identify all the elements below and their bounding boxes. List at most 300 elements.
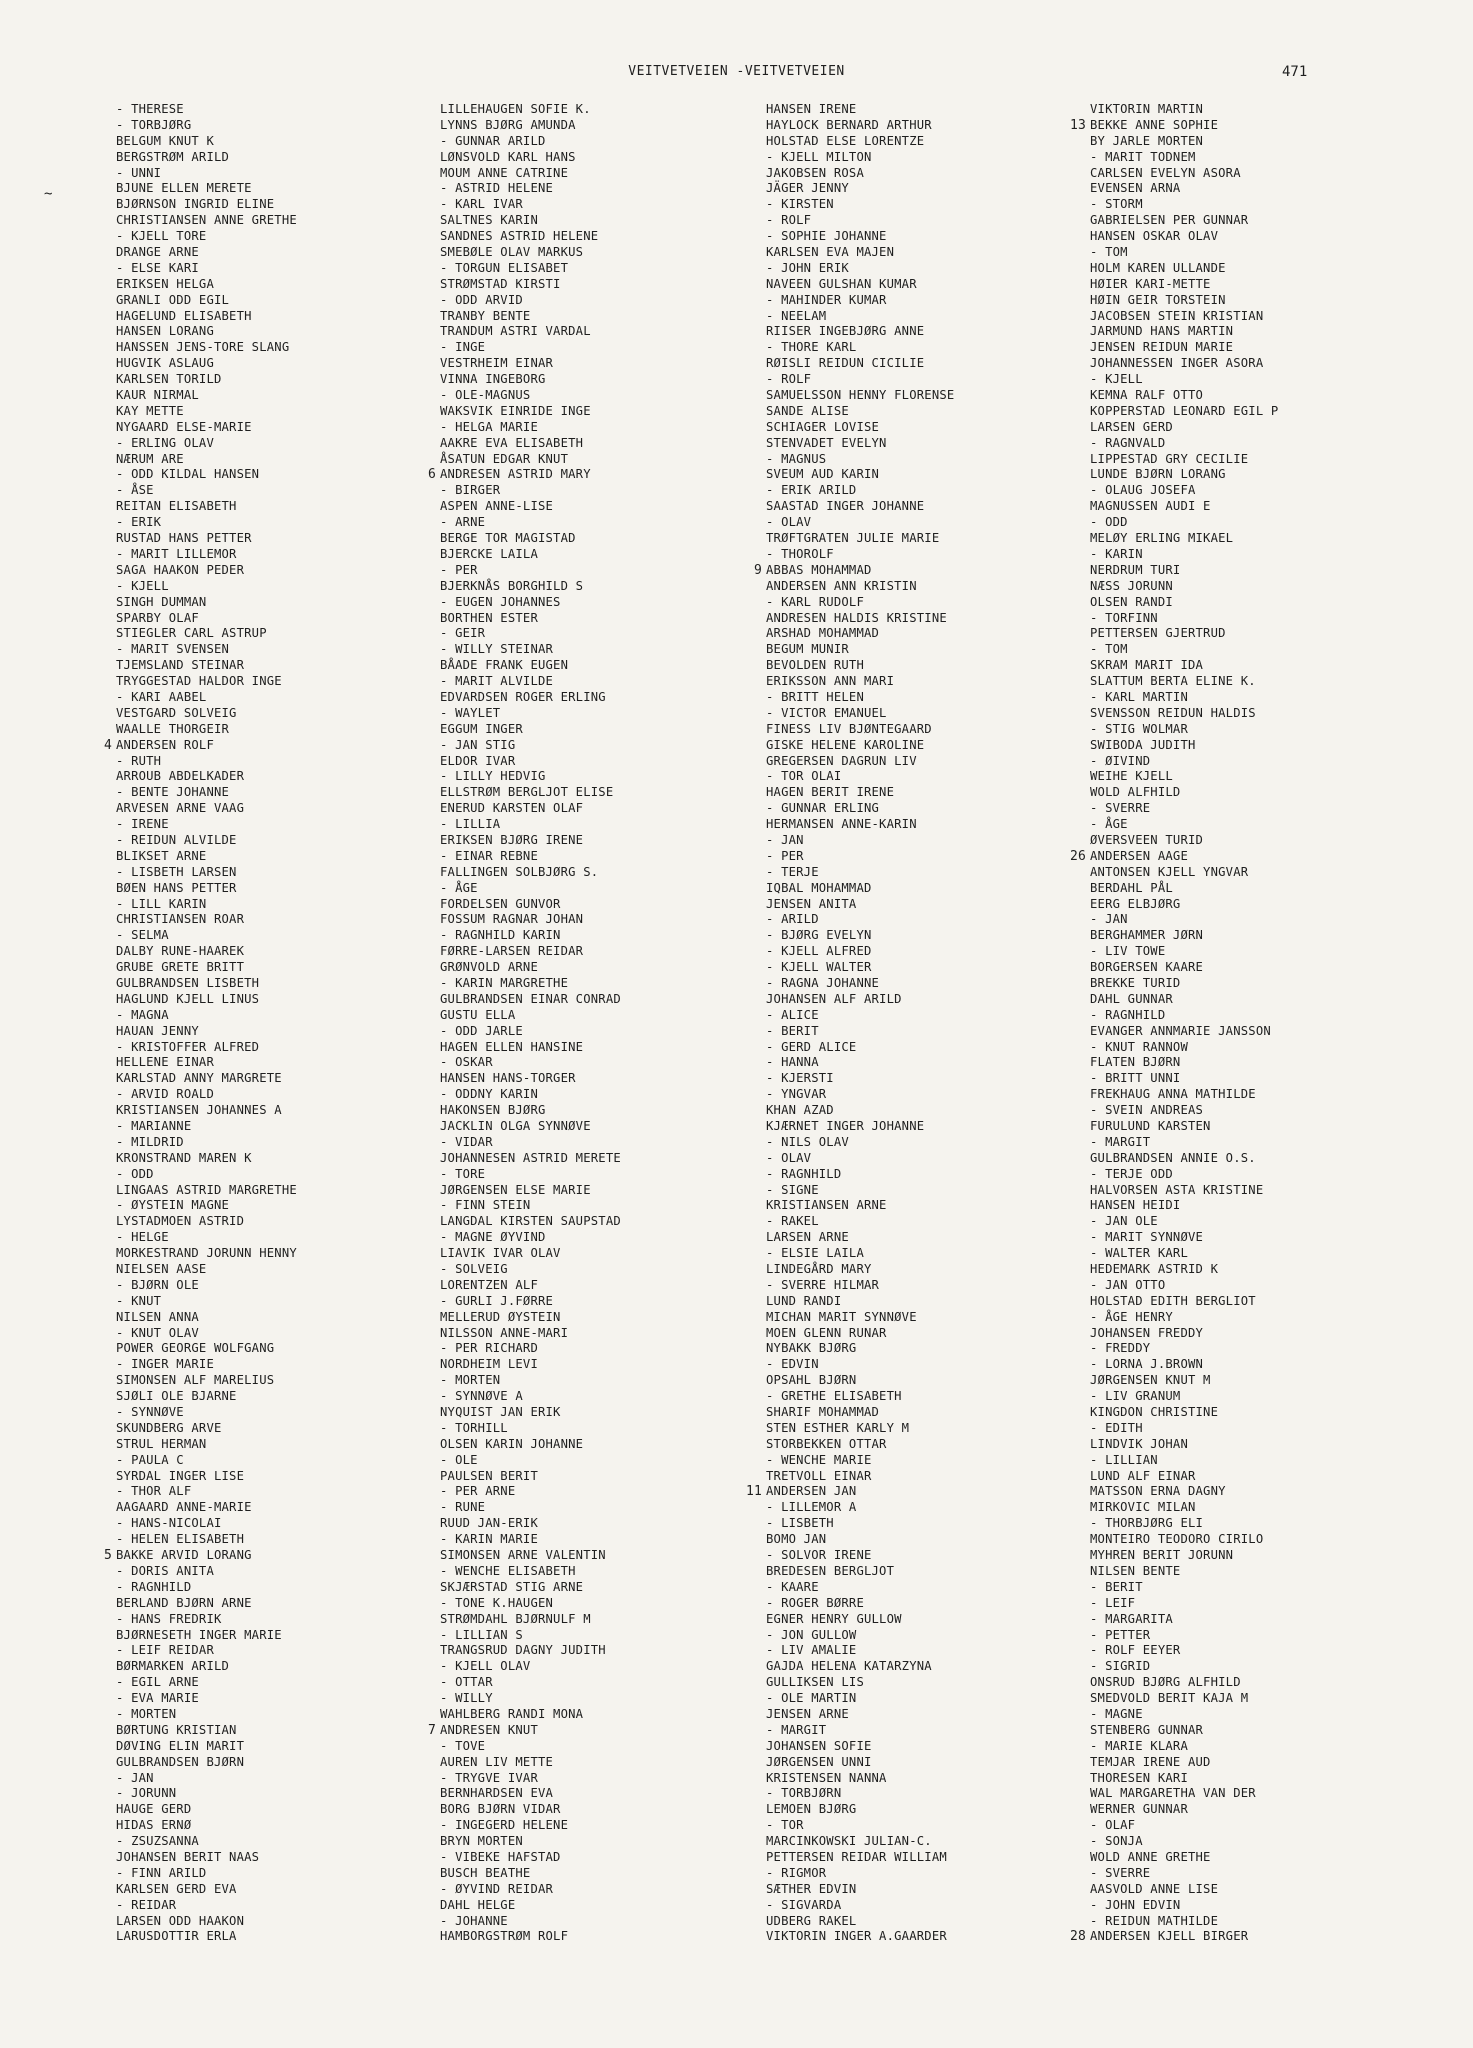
list-item [116, 1612, 297, 1628]
list-item [766, 976, 954, 992]
list-item [116, 690, 297, 706]
resident-name: JENSEN ANITA [766, 896, 857, 911]
resident-name: MICHAN MARIT SYNNØVE [766, 1309, 917, 1324]
list-item [116, 293, 297, 309]
resident-name: LINGAAS ASTRID MARGRETHE [116, 1182, 297, 1197]
resident-name: ANDERSEN KJELL BIRGER [1090, 1929, 1249, 1944]
resident-name: LARSEN ODD HAAKON [116, 1913, 245, 1928]
list-item [1090, 1484, 1278, 1500]
resident-name: - THORE KARL [766, 340, 857, 355]
resident-name: SCHIAGER LOVISE [766, 419, 880, 434]
resident-name: NILSSON ANNE-MARI [440, 1325, 569, 1340]
resident-name: HOLM KAREN ULLANDE [1090, 260, 1226, 275]
list-item [766, 801, 954, 817]
resident-name: ELLSTRØM BERGLJOT ELISE [440, 785, 614, 800]
list-item [116, 1326, 297, 1342]
resident-name: LANGDAL KIRSTEN SAUPSTAD [440, 1214, 621, 1229]
resident-name: FALLINGEN SOLBJØRG S. [440, 864, 599, 879]
list-item [116, 102, 297, 118]
list-item [1090, 1739, 1278, 1755]
list-item [1090, 817, 1278, 833]
list-item [116, 1914, 297, 1930]
list-item [766, 1739, 954, 1755]
list-item [766, 1929, 954, 1945]
resident-name: - PER RICHARD [440, 1341, 538, 1356]
list-item [116, 1929, 297, 1945]
resident-name: - GUNNAR ERLING [766, 801, 880, 816]
list-item [440, 1818, 621, 1834]
resident-name: - OLAV [766, 515, 812, 530]
list-item [440, 1262, 621, 1278]
list-item [1090, 1914, 1278, 1930]
list-item [1090, 1628, 1278, 1644]
list-item [116, 277, 297, 293]
resident-name: EERG ELBJØRG [1090, 896, 1181, 911]
resident-name: - TORFINN [1090, 610, 1158, 625]
list-item [766, 229, 954, 245]
list-item [766, 706, 954, 722]
resident-name: BOMO JAN [766, 1532, 827, 1547]
resident-name: ANDERSEN JAN [766, 1484, 857, 1499]
list-item [766, 1373, 954, 1389]
resident-name: BRYN MORTEN [440, 1834, 523, 1849]
list-item [440, 1246, 621, 1262]
list-item [440, 1008, 621, 1024]
resident-name: EGGUM INGER [440, 721, 523, 736]
list-item [116, 1040, 297, 1056]
list-item [766, 1198, 954, 1214]
resident-name: - HELEN ELISABETH [116, 1532, 245, 1547]
list-item [116, 706, 297, 722]
resident-name: OLSEN KARIN JOHANNE [440, 1436, 584, 1451]
list-item [116, 595, 297, 611]
list-item [440, 515, 621, 531]
list-item [766, 213, 954, 229]
list-item [116, 213, 297, 229]
list-item [440, 261, 621, 277]
resident-name: BØRMARKEN ARILD [116, 1659, 230, 1674]
list-item [116, 817, 297, 833]
list-item [116, 833, 297, 849]
resident-name: - HELGA MARIE [440, 419, 538, 434]
resident-name: ANDRESEN KNUT [440, 1722, 538, 1737]
list-item [116, 1691, 297, 1707]
list-item [440, 1119, 621, 1135]
resident-name: - JORUNN [116, 1786, 177, 1801]
resident-name: - OLAF [1090, 1818, 1136, 1833]
resident-name: - PAULA C [116, 1452, 184, 1467]
list-item [1069, 117, 1278, 134]
house-number: 28 [1069, 1929, 1086, 1945]
resident-name: HOLSTAD ELSE LORENTZE [766, 133, 925, 148]
resident-name: JOHANNESSEN INGER ASORA [1090, 356, 1264, 371]
list-item [766, 1850, 954, 1866]
list-item [766, 277, 954, 293]
resident-name: ELDOR IVAR [440, 753, 516, 768]
list-item [1090, 197, 1278, 213]
resident-name: TJEMSLAND STEINAR [116, 658, 245, 673]
resident-name: LORENTZEN ALF [440, 1277, 538, 1292]
resident-name: - ELSE KARI [116, 260, 199, 275]
resident-name: LINDVIK JOHAN [1090, 1436, 1188, 1451]
resident-name: HUGVIK ASLAUG [116, 356, 214, 371]
list-item [440, 1135, 621, 1151]
resident-name: BELGUM KNUT K [116, 133, 214, 148]
resident-name: - ROLF [766, 213, 812, 228]
list-item [766, 1707, 954, 1723]
house-number: 9 [753, 562, 762, 578]
resident-name: - SIGVARDA [766, 1897, 842, 1912]
list-item [116, 944, 297, 960]
resident-name: - ÅSE [116, 483, 154, 498]
list-item [766, 118, 954, 134]
resident-name: - SONJA [1090, 1834, 1143, 1849]
resident-name: ARROUB ABDELKADER [116, 769, 245, 784]
house-number: 11 [745, 1484, 762, 1500]
list-item [1090, 1087, 1278, 1103]
list-item [1090, 1659, 1278, 1675]
resident-name: FINESS LIV BJØNTEGAARD [766, 721, 932, 736]
resident-name: - BJØRN OLE [116, 1277, 199, 1292]
list-item [1090, 1675, 1278, 1691]
list-item [116, 1802, 297, 1818]
list-item [440, 1183, 621, 1199]
list-item [1090, 674, 1278, 690]
list-item [116, 1834, 297, 1850]
list-item [766, 897, 954, 913]
list-item [440, 324, 621, 340]
list-item [116, 452, 297, 468]
resident-name: - WILLY [440, 1691, 493, 1706]
list-item [1090, 706, 1278, 722]
list-item [1090, 261, 1278, 277]
resident-name: - KARIN [1090, 546, 1143, 561]
resident-name: CARLSEN EVELYN ASORA [1090, 165, 1241, 180]
list-item [1090, 1691, 1278, 1707]
list-item [116, 1055, 297, 1071]
resident-name: - JOHANNE [440, 1913, 508, 1928]
resident-name: - GURLI J.FØRRE [440, 1293, 554, 1308]
resident-name: WERNER GUNNAR [1090, 1802, 1188, 1817]
list-item [1090, 1278, 1278, 1294]
list-item [116, 499, 297, 515]
list-item [766, 1675, 954, 1691]
list-item [440, 1707, 621, 1723]
resident-name: - RAGNHILD [1090, 1007, 1166, 1022]
list-item [766, 928, 954, 944]
list-item [766, 1087, 954, 1103]
resident-name: SMEBØLE OLAV MARKUS [440, 245, 584, 260]
list-item [440, 769, 621, 785]
resident-name: - TRYGVE IVAR [440, 1770, 538, 1785]
resident-name: - EINAR REBNE [440, 848, 538, 863]
list-item [440, 245, 621, 261]
resident-name: SAASTAD INGER JOHANNE [766, 499, 925, 514]
resident-name: - MARGIT [1090, 1134, 1151, 1149]
list-item [1090, 595, 1278, 611]
list-item [440, 1914, 621, 1930]
resident-name: SÆTHER EDVIN [766, 1881, 857, 1896]
resident-name: - JOHN EDVIN [1090, 1897, 1181, 1912]
list-item [1090, 1421, 1278, 1437]
list-item [116, 1866, 297, 1882]
list-item [766, 166, 954, 182]
resident-name: LIAVIK IVAR OLAV [440, 1246, 561, 1261]
list-item [440, 1628, 621, 1644]
resident-name: EVANGER ANNMARIE JANSSON [1090, 1023, 1271, 1038]
list-item [440, 1516, 621, 1532]
resident-name: GREGERSEN DAGRUN LIV [766, 753, 917, 768]
resident-name: JENSEN REIDUN MARIE [1090, 340, 1234, 355]
resident-name: - THERESE [116, 102, 184, 116]
resident-name: - TORBJØRG [116, 117, 192, 132]
resident-name: JACOBSEN STEIN KRISTIAN [1090, 308, 1264, 323]
resident-name: - VICTOR EMANUEL [766, 705, 887, 720]
margin-mark: ~ [44, 186, 53, 202]
resident-name: KHAN AZAD [766, 1103, 834, 1118]
list-item [440, 1167, 621, 1183]
resident-name: STRØMSTAD KIRSTI [440, 276, 561, 291]
resident-name: HELLENE EINAR [116, 1055, 214, 1070]
list-item [1090, 1357, 1278, 1373]
resident-name: - GUNNAR ARILD [440, 133, 546, 148]
resident-name: SIMONSEN ARNE VALENTIN [440, 1548, 606, 1563]
list-item [766, 595, 954, 611]
resident-name: - SYNNØVE [116, 1405, 184, 1420]
list-item [116, 1167, 297, 1183]
resident-name: - RAKEL [766, 1214, 819, 1229]
list-item [440, 976, 621, 992]
resident-name: - SOPHIE JOHANNE [766, 229, 887, 244]
list-item [1090, 213, 1278, 229]
resident-name: - KJELL TORE [116, 229, 207, 244]
resident-name: DALBY RUNE-HAAREK [116, 944, 245, 959]
resident-name: - GERD ALICE [766, 1039, 857, 1054]
list-item [116, 1898, 297, 1914]
list-item [766, 1437, 954, 1453]
list-item [1090, 1119, 1278, 1135]
resident-name: GISKE HELENE KAROLINE [766, 737, 925, 752]
resident-name: - STIG WOLMAR [1090, 721, 1188, 736]
resident-name: - SVEIN ANDREAS [1090, 1103, 1204, 1118]
list-item [440, 1151, 621, 1167]
list-item [440, 833, 621, 849]
list-item [440, 102, 621, 118]
resident-name: GULBRANDSEN BJØRN [116, 1754, 245, 1769]
resident-name: BJERCKE LAILA [440, 546, 538, 561]
list-item [766, 881, 954, 897]
resident-name: SLATTUM BERTA ELINE K. [1090, 674, 1256, 689]
list-item [116, 881, 297, 897]
list-item [766, 849, 954, 865]
list-item [116, 356, 297, 372]
list-item [103, 1548, 297, 1564]
resident-name: - RAGNHILD [116, 1579, 192, 1594]
resident-name: HAMBORGSTRØM ROLF [440, 1929, 569, 1944]
list-item [440, 1564, 621, 1580]
list-item [440, 1341, 621, 1357]
resident-name: - OLE MARTIN [766, 1691, 857, 1706]
resident-name: JOHANNESEN ASTRID MERETE [440, 1150, 621, 1165]
resident-name: SANDE ALISE [766, 403, 849, 418]
list-item [1090, 420, 1278, 436]
resident-name: - SYNNØVE A [440, 1389, 523, 1404]
list-item [1090, 436, 1278, 452]
list-item [1090, 309, 1278, 325]
resident-name: BEVOLDEN RUTH [766, 658, 864, 673]
resident-name: - OTTAR [440, 1675, 493, 1690]
list-item [103, 737, 297, 754]
list-item [1090, 356, 1278, 372]
list-item [440, 992, 621, 1008]
list-item [1090, 690, 1278, 706]
list-item [1090, 833, 1278, 849]
resident-name: STIEGLER CARL ASTRUP [116, 626, 267, 641]
resident-name: - KJERSTI [766, 1071, 834, 1086]
column-2 [427, 102, 621, 1945]
list-item [1090, 881, 1278, 897]
resident-name: GAJDA HELENA KATARZYNA [766, 1659, 932, 1674]
list-item [766, 658, 954, 674]
resident-name: - LILLIAN S [440, 1627, 523, 1642]
resident-name: REITAN ELISABETH [116, 499, 237, 514]
list-item [440, 436, 621, 452]
list-item [1090, 611, 1278, 627]
resident-name: - RIGMOR [766, 1865, 827, 1880]
list-item [440, 817, 621, 833]
list-item [440, 1357, 621, 1373]
resident-name: HANSSEN JENS-TORE SLANG [116, 340, 290, 355]
list-item [116, 1103, 297, 1119]
list-item [116, 1596, 297, 1612]
list-item [1090, 658, 1278, 674]
resident-name: GULBRANDSEN ANNIE O.S. [1090, 1150, 1256, 1165]
resident-name: NÆRUM ARE [116, 451, 184, 466]
list-item [766, 1151, 954, 1167]
resident-name: - DORIS ANITA [116, 1563, 214, 1578]
list-item [440, 531, 621, 547]
resident-name: - KARIN MARGRETHE [440, 975, 569, 990]
list-item [766, 245, 954, 261]
resident-name: - TORGUN ELISABET [440, 260, 569, 275]
list-item [440, 150, 621, 166]
resident-name: WAHLBERG RANDI MONA [440, 1706, 584, 1721]
resident-name: KARLSEN TORILD [116, 372, 222, 387]
house-number: 4 [103, 737, 112, 753]
resident-name: FØRRE-LARSEN REIDAR [440, 944, 584, 959]
resident-name: - ØYSTEIN MAGNE [116, 1198, 230, 1213]
resident-name: SWIBODA JUDITH [1090, 737, 1196, 752]
list-item [116, 1198, 297, 1214]
resident-name: LUND RANDI [766, 1293, 842, 1308]
resident-name: RUUD JAN-ERIK [440, 1516, 538, 1531]
list-item [1090, 404, 1278, 420]
list-item [440, 356, 621, 372]
list-item [766, 1834, 954, 1850]
resident-name: OPSAHL BJØRN [766, 1373, 857, 1388]
list-item [116, 388, 297, 404]
resident-name: HALVORSEN ASTA KRISTINE [1090, 1182, 1264, 1197]
resident-name: NERDRUM TURI [1090, 562, 1181, 577]
resident-name: - HELGE [116, 1230, 169, 1245]
list-item [440, 1596, 621, 1612]
resident-name: LØNSVOLD KARL HANS [440, 149, 576, 164]
resident-name: GRANLI ODD EGIL [116, 292, 230, 307]
list-item [116, 531, 297, 547]
list-item [440, 1040, 621, 1056]
house-number: 5 [103, 1548, 112, 1564]
resident-name: HOLSTAD EDITH BERGLIOT [1090, 1293, 1256, 1308]
list-item [440, 309, 621, 325]
resident-name: - ERIK ARILD [766, 483, 857, 498]
resident-name: - SOLVOR IRENE [766, 1548, 872, 1563]
resident-name: - TERJE [766, 864, 819, 879]
list-item [116, 118, 297, 134]
house-number: 6 [427, 467, 436, 483]
list-item [766, 356, 954, 372]
list-item [1090, 1373, 1278, 1389]
resident-name: - ODD [1090, 515, 1128, 530]
list-item [1090, 245, 1278, 261]
list-item [116, 1786, 297, 1802]
list-item [1090, 928, 1278, 944]
list-item [440, 897, 621, 913]
resident-name: WEIHE KJELL [1090, 769, 1173, 784]
resident-name: ANDERSEN ANN KRISTIN [766, 578, 917, 593]
list-item [766, 309, 954, 325]
list-item [440, 595, 621, 611]
resident-name: - ERLING OLAV [116, 435, 214, 450]
list-item [766, 1500, 954, 1516]
list-item [766, 1771, 954, 1787]
resident-name: SKUNDBERG ARVE [116, 1420, 222, 1435]
list-item [116, 1119, 297, 1135]
resident-name: WAALLE THORGEIR [116, 721, 230, 736]
resident-name: - KIRSTEN [766, 197, 834, 212]
list-item [440, 801, 621, 817]
list-item [766, 1818, 954, 1834]
list-item [1090, 1198, 1278, 1214]
list-item [116, 626, 297, 642]
list-item [1090, 1055, 1278, 1071]
resident-name: - PETTER [1090, 1627, 1151, 1642]
resident-name: JOHANSEN SOFIE [766, 1738, 872, 1753]
list-item [1090, 738, 1278, 754]
list-item [116, 1183, 297, 1199]
resident-name: SIMONSEN ALF MARELIUS [116, 1373, 275, 1388]
resident-name: LYSTADMOEN ASTRID [116, 1214, 245, 1229]
resident-name: GABRIELSEN PER GUNNAR [1090, 213, 1249, 228]
resident-name: - JOHN ERIK [766, 260, 849, 275]
list-item [766, 261, 954, 277]
list-item [440, 1898, 621, 1914]
list-item [440, 340, 621, 356]
list-item [116, 1484, 297, 1500]
resident-name: - HANS-NICOLAI [116, 1516, 222, 1531]
list-item [116, 261, 297, 277]
resident-name: - MARIT SYNNØVE [1090, 1230, 1204, 1245]
list-item [440, 1373, 621, 1389]
list-item [116, 1405, 297, 1421]
resident-name: ANTONSEN KJELL YNGVAR [1090, 864, 1249, 879]
list-item [766, 1691, 954, 1707]
list-item [440, 849, 621, 865]
page-number: 471 [1282, 64, 1308, 80]
list-item [1090, 324, 1278, 340]
list-item [440, 134, 621, 150]
resident-name: ONSRUD BJØRG ALFHILD [1090, 1675, 1241, 1690]
resident-name: - WAYLET [440, 705, 501, 720]
